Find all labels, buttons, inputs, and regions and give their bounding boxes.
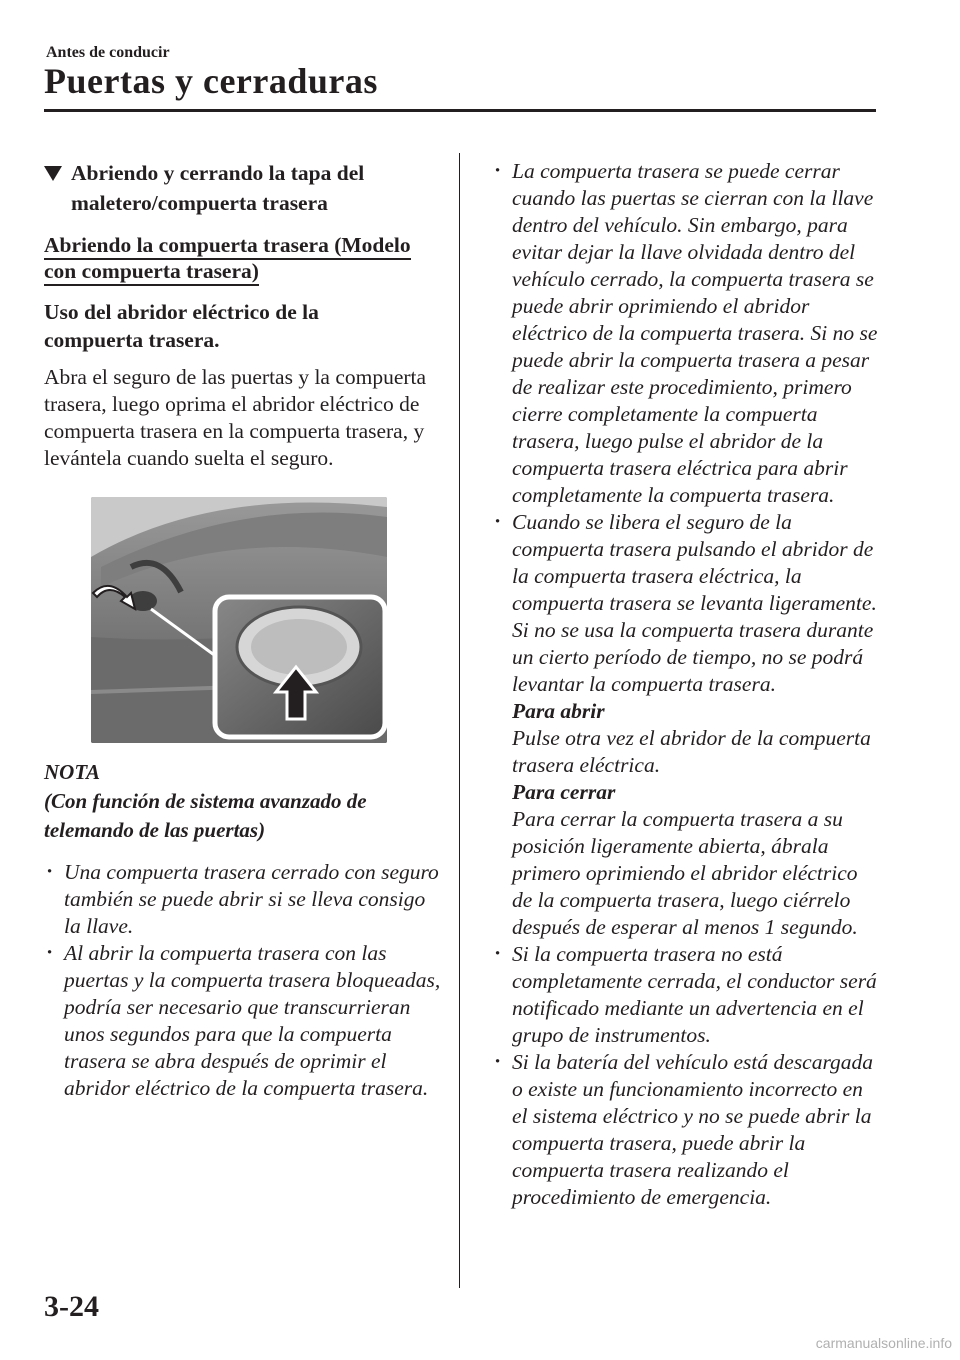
subsection-heading-line2: con compuerta trasera) <box>44 259 259 286</box>
subsection-heading <box>44 232 439 284</box>
open-text: Pulse otra vez el abridor de la compuerta trasera eléctrica. <box>512 726 871 777</box>
section-heading-line2: maletero/compuerta trasera <box>71 191 328 215</box>
right-column <box>492 158 882 1211</box>
left-column <box>44 158 439 472</box>
note-block <box>44 758 444 1102</box>
procedure-heading <box>44 298 439 354</box>
procedure-heading-line1: Uso del abridor eléctrico de la <box>44 300 319 324</box>
watermark: carmanualsonline.info <box>815 1335 952 1351</box>
procedure-text: Abra el seguro de las puertas y la compuerta trasera, luego oprima el abridor eléctrico de compuerta trasera en la compuerta trasera, y levántela cuando suelta el seguro. <box>44 365 427 470</box>
column-divider <box>459 153 460 1288</box>
list-item: · Al abrir la compuerta trasera con las puertas y la compuerta trasera bloqueadas, podría ser necesario que transcurrieran unos segundos para que la compuerta trasera se abra después de oprimir el abridor eléctrico de la compuerta trasera. <box>44 940 444 1102</box>
list-item: · Si la compuerta trasera no está completamente cerrada, el conductor será notificado mediante un advertencia en el grupo de instrumentos. <box>492 941 882 1049</box>
list-item: · Si la batería del vehículo está descargada o existe un funcionamiento incorrecto en el sistema eléctrico y no se puede abrir la compuerta trasera, puede abrir la compuerta trasera realizando el procedimiento de emergencia. <box>492 1049 882 1211</box>
section-heading <box>44 158 439 218</box>
list-item: · Una compuerta trasera cerrado con seguro también se puede abrir si se lleva consigo la llave. <box>44 859 444 940</box>
section-label: Antes de conducir <box>46 44 170 61</box>
close-label: Para cerrar <box>512 780 616 804</box>
list-item: · La compuerta trasera se puede cerrar cuando las puertas se cierran con la llave dentro del vehículo. Sin embargo, para evitar dejar la llave olvidada dentro del vehículo cerrado, la compuerta trasera se puede abrir oprimiendo el abridor eléctrico de la compuerta trasera. Si no se puede abrir la compuerta trasera a pesar de realizar este procedimiento, primero cierre completamente la compuerta trasera, luego pulse el abridor de la compuerta trasera eléctrica para abrir completamente la compuerta trasera. <box>492 158 882 509</box>
note-condition-line2: telemando de las puertas) <box>44 818 266 842</box>
triangle-marker-icon <box>44 166 62 181</box>
procedure-heading-line2: compuerta trasera. <box>44 328 220 352</box>
note-list <box>44 859 444 1102</box>
title-rule <box>44 109 876 112</box>
open-label: Para abrir <box>512 699 605 723</box>
liftgate-opener-figure <box>91 497 387 743</box>
note-condition-line1: (Con función de sistema avanzado de <box>44 789 367 813</box>
page-number: 3-24 <box>44 1290 99 1323</box>
note-label: NOTA <box>44 760 101 784</box>
close-text: Para cerrar la compuerta trasera a su posición ligeramente abierta, ábrala primero oprimiendo el abridor eléctrico de la compuerta trasera, luego ciérrelo después de esperar al menos 1 segundo. <box>512 807 858 939</box>
subsection-heading-line1: Abriendo la compuerta trasera (Modelo <box>44 233 411 260</box>
note-list-continued <box>492 158 882 1211</box>
section-heading-line1: Abriendo y cerrando la tapa del <box>71 161 365 185</box>
list-item-text: · Cuando se libera el seguro de la compuerta trasera pulsando el abridor de la compuerta trasera eléctrica, la compuerta trasera se levanta ligeramente. Si no se usa la compuerta trasera durante un cierto período de tiempo, no se podrá levantar la compuerta trasera. <box>512 510 877 696</box>
list-item <box>492 509 882 941</box>
page-title: Puertas y cerraduras <box>44 61 378 101</box>
